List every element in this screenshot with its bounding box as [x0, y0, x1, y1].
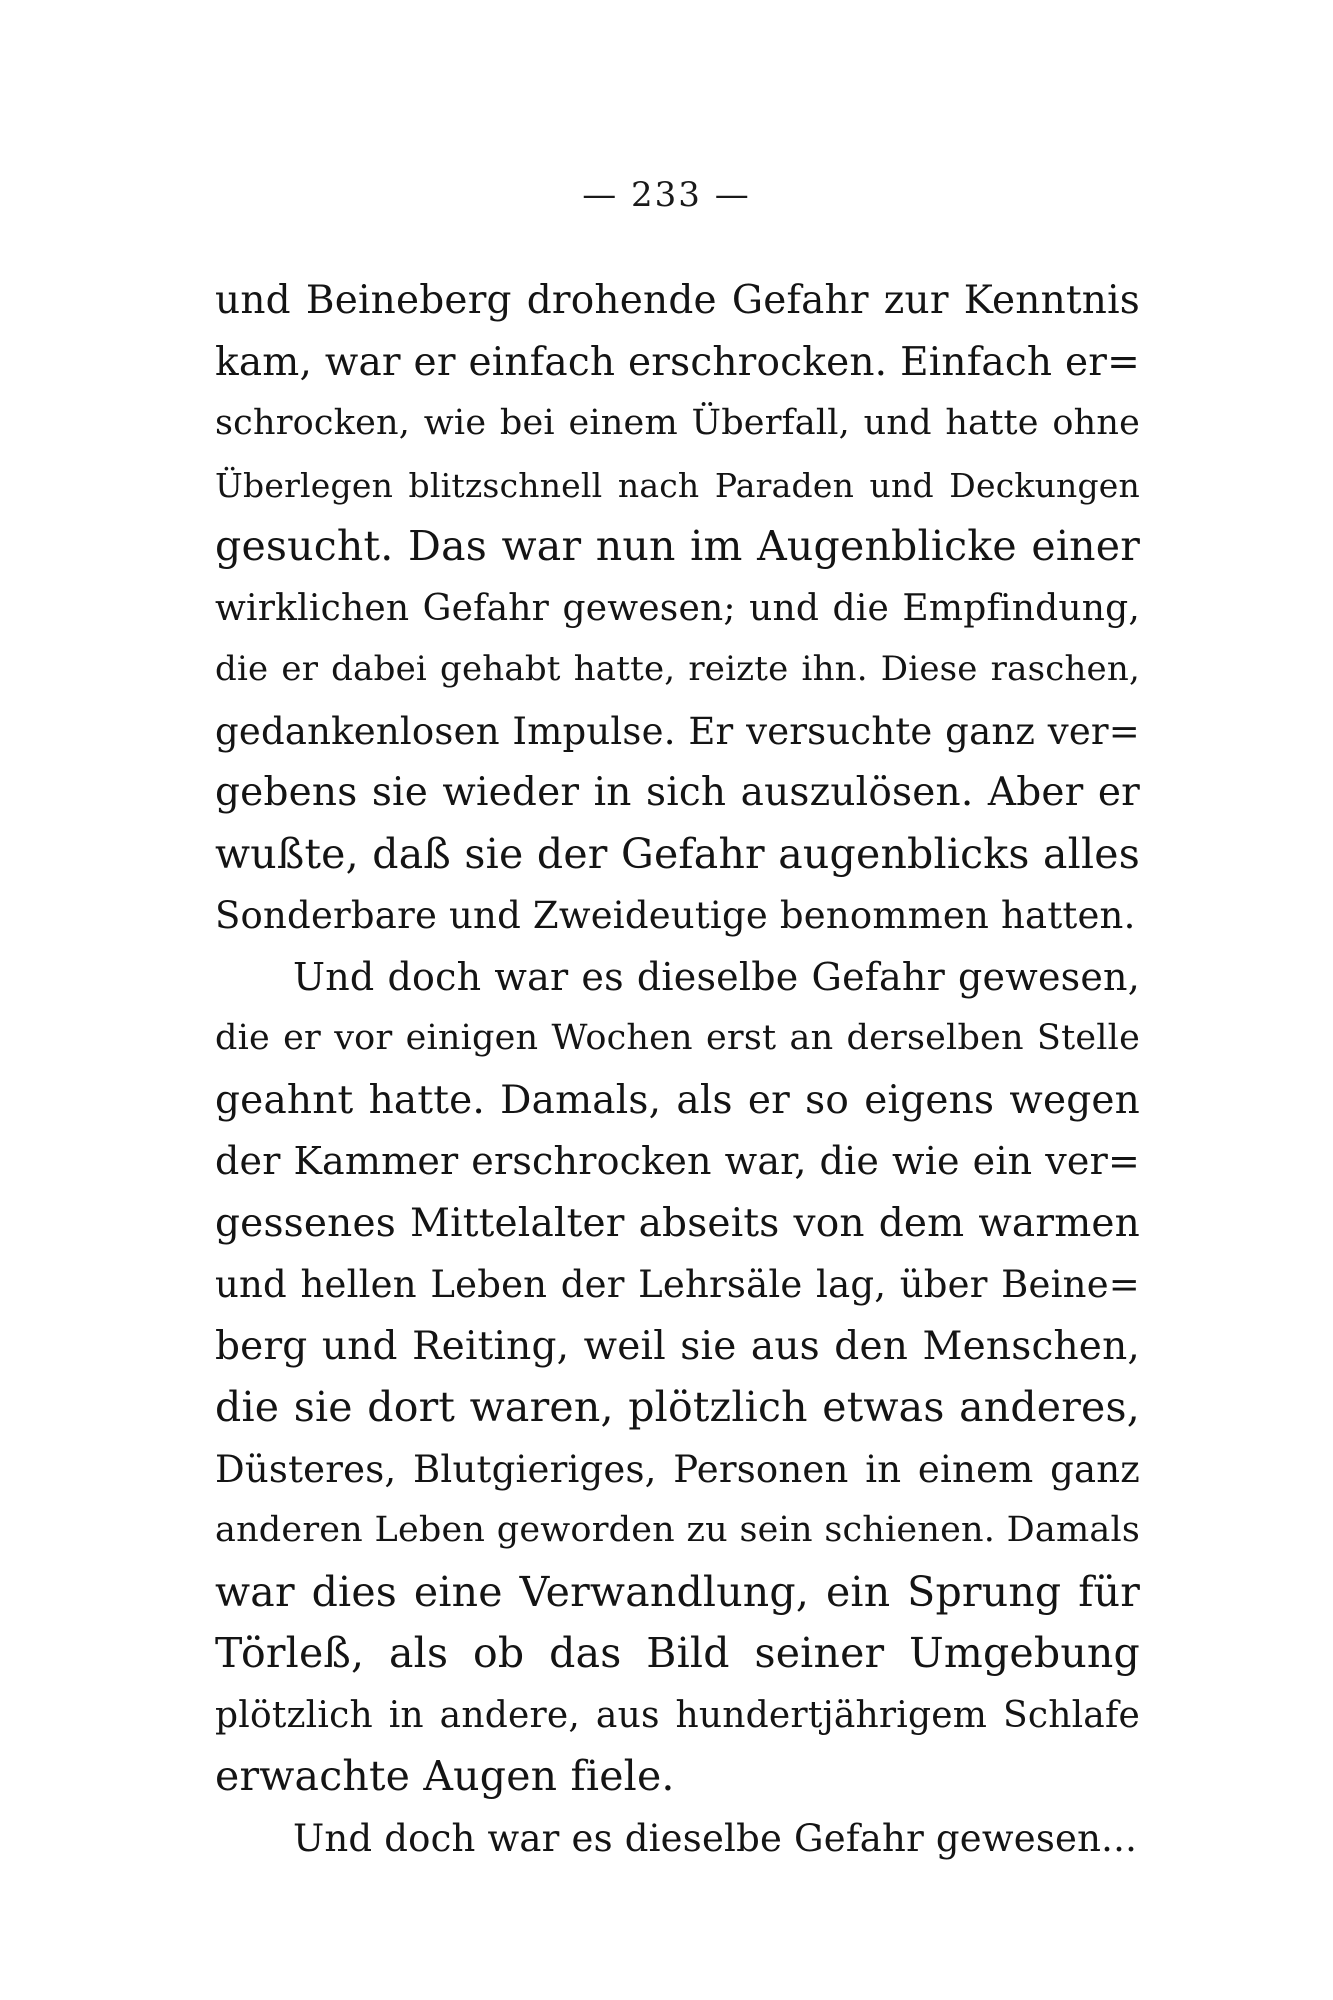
text-line: und Beineberg drohende Gefahr zur Kenntnis — [215, 278, 1140, 323]
text-line: Düsteres, Blutgieriges, Personen in einem ganz — [215, 1447, 1140, 1491]
text-line: die sie dort waren, plötzlich etwas anderes, — [215, 1383, 1140, 1431]
text-line: wirklichen Gefahr gewesen; und die Empfindung, — [215, 587, 1140, 629]
text-line: Törleß, als ob das Bild seiner Umgebung — [215, 1629, 1140, 1677]
text-line: gessenes Mittelalter abseits von dem warmen — [215, 1200, 1140, 1246]
text-line: war dies eine Verwandlung, ein Sprung für — [215, 1567, 1140, 1616]
text-line: Überlegen blitzschnell nach Paraden und Deckungen — [215, 465, 1140, 505]
text-line: geahnt hatte. Damals, als er so eigens wegen — [215, 1077, 1140, 1123]
text-line: berg und Reiting, weil sie aus den Menschen, — [215, 1323, 1140, 1369]
text-line: erwachte Augen fiele. — [215, 1752, 675, 1800]
text-line: Sonderbare und Zweideutige benommen hatten. — [215, 894, 1136, 937]
text-line: plötzlich in andere, aus hundertjährigem Schlafe — [215, 1694, 1140, 1736]
text-line: wußte, daß sie der Gefahr augenblicks alles — [215, 829, 1140, 878]
paragraph-start-line: Und doch war es dieselbe Gefahr gewesen... — [293, 1816, 1138, 1860]
text-line: die er dabei gehabt hatte, reizte ihn. Diese raschen, — [215, 649, 1140, 689]
text-line: gedankenlosen Impulse. Er versuchte ganz ver= — [215, 709, 1140, 753]
text-line: und hellen Leben der Lehrsäle lag, über Beine= — [215, 1263, 1140, 1306]
page-number: — 233 — — [582, 175, 751, 215]
paragraph-start-line: Und doch war es dieselbe Gefahr gewesen, — [293, 954, 1140, 999]
body-text — [215, 270, 1140, 1869]
text-line: gesucht. Das war nun im Augenblicke einer — [215, 522, 1140, 570]
text-line: der Kammer erschrocken war, die wie ein ver= — [215, 1139, 1140, 1183]
text-line: kam, war er einfach erschrocken. Einfach er= — [215, 339, 1140, 385]
text-line: anderen Leben geworden zu sein schienen. Damals — [215, 1510, 1140, 1550]
text-line: schrocken, wie bei einem Überfall, und hatte ohne — [215, 403, 1140, 443]
text-line: gebens sie wieder in sich auszulösen. Aber er — [215, 770, 1140, 815]
text-line: die er vor einigen Wochen erst an derselben Stelle — [215, 1018, 1140, 1058]
